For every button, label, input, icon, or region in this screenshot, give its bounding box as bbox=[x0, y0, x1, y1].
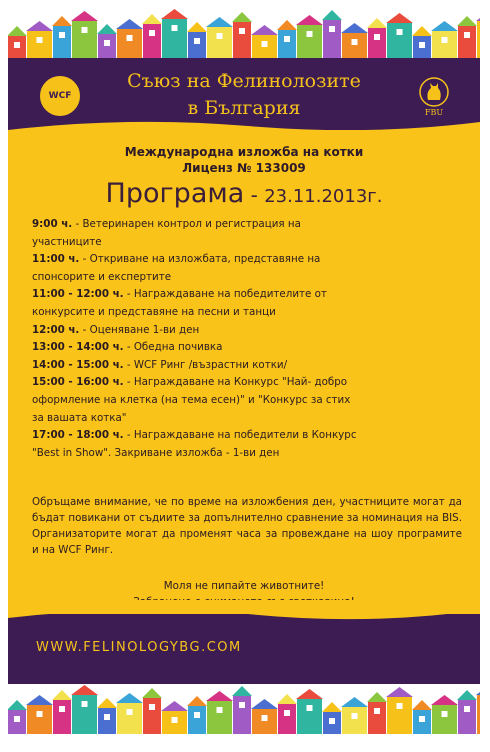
schedule-item bbox=[32, 339, 462, 357]
house bbox=[323, 20, 341, 58]
house-window bbox=[172, 25, 178, 31]
wcf-logo-text: WCF bbox=[48, 91, 72, 101]
house-window bbox=[217, 33, 223, 39]
house-window bbox=[352, 713, 358, 719]
houses-illustration-top bbox=[8, 8, 480, 58]
organization-title-line2: в България bbox=[187, 97, 301, 119]
house-window bbox=[149, 704, 155, 710]
schedule-item-continued: конкурсите и представяне на песни и танци bbox=[32, 305, 276, 318]
schedule-time: 11:00 - 12:00 ч. bbox=[32, 288, 124, 301]
house bbox=[342, 33, 367, 58]
house bbox=[387, 697, 412, 734]
house-window bbox=[14, 716, 20, 722]
wave-top bbox=[8, 116, 480, 144]
schedule-item-continued: "Best in Show". Закриване изложба - 1-ви ден bbox=[32, 446, 280, 459]
house-window bbox=[239, 28, 245, 34]
house bbox=[162, 19, 187, 58]
schedule-time: 14:00 - 15:00 ч. bbox=[32, 358, 124, 371]
house-window bbox=[329, 26, 335, 32]
house bbox=[27, 31, 52, 58]
house bbox=[387, 23, 412, 58]
house bbox=[458, 26, 476, 58]
schedule-text: - Обедна почивка bbox=[123, 341, 223, 354]
house-window bbox=[127, 709, 133, 715]
house-window bbox=[59, 32, 65, 38]
house-window bbox=[262, 715, 268, 721]
license-number: Лиценз № 133009 bbox=[182, 161, 306, 175]
house bbox=[188, 706, 206, 734]
house bbox=[297, 699, 322, 734]
house-window bbox=[217, 707, 223, 713]
house bbox=[143, 24, 161, 58]
house-window bbox=[307, 705, 313, 711]
house-window bbox=[194, 38, 200, 44]
house bbox=[477, 695, 480, 734]
house bbox=[233, 22, 251, 58]
schedule-item-continued: оформление на клетка (на тема есен)" и "Конкурс за стих bbox=[32, 393, 351, 406]
schedule-text: - WCF Ринг /възрастни котки/ bbox=[123, 358, 288, 371]
house bbox=[252, 709, 277, 734]
schedule-item bbox=[32, 251, 462, 269]
schedule-text: - Оценяване 1-ви ден bbox=[79, 323, 200, 336]
house-window bbox=[464, 706, 470, 712]
house-window bbox=[397, 29, 403, 35]
warning-no-touching: Моля не пипайте животните! bbox=[163, 580, 325, 592]
house-window bbox=[194, 712, 200, 718]
schedule-time: 11:00 ч. bbox=[32, 253, 80, 266]
program-date: 23.11.2013г. bbox=[264, 186, 383, 207]
house-window bbox=[284, 36, 290, 42]
schedule-time: 15:00 - 16:00 ч. bbox=[32, 376, 124, 389]
house bbox=[297, 25, 322, 58]
house-window bbox=[419, 716, 425, 722]
house bbox=[432, 31, 457, 58]
organization-title-line1: Съюз на Фелинолозите bbox=[127, 70, 361, 92]
house bbox=[432, 705, 457, 734]
schedule-item bbox=[32, 322, 462, 340]
house bbox=[27, 705, 52, 734]
house-window bbox=[239, 702, 245, 708]
house bbox=[233, 696, 251, 734]
notice-paragraph: Обръщаме внимание, че по време на изложбения ден, участниците могат да бъдат повикани от съдиите за допълнително сравнение за номинация на BIS. Организаторите могат да променят часа за провеждане на шоу програмите и на WCF Ринг. bbox=[32, 496, 462, 556]
house-window bbox=[284, 710, 290, 716]
house bbox=[117, 703, 142, 734]
exhibition-subtitle bbox=[8, 144, 480, 176]
house bbox=[207, 27, 232, 58]
house-window bbox=[374, 34, 380, 40]
schedule-text: - Откриване на изложбата, представяне на bbox=[79, 253, 321, 266]
schedule-item-continued: спонсорите и експертите bbox=[32, 270, 172, 283]
house-window bbox=[127, 35, 133, 41]
houses-illustration-bottom bbox=[8, 684, 480, 734]
house bbox=[342, 707, 367, 734]
house bbox=[98, 708, 116, 734]
schedule-item bbox=[32, 374, 462, 392]
schedule-time: 12:00 ч. bbox=[32, 323, 80, 336]
house-window bbox=[82, 27, 88, 33]
content-panel bbox=[8, 130, 480, 614]
program-title: Програма bbox=[105, 178, 245, 209]
schedule-time: 13:00 - 14:00 ч. bbox=[32, 341, 124, 354]
schedule-text: - Награждаване на победители в Конкурс bbox=[123, 429, 357, 442]
house bbox=[72, 21, 97, 58]
house-window bbox=[419, 42, 425, 48]
organization-title bbox=[88, 68, 400, 122]
house-window bbox=[397, 703, 403, 709]
house-window bbox=[149, 30, 155, 36]
house bbox=[72, 695, 97, 734]
house-window bbox=[14, 42, 20, 48]
house-window bbox=[262, 41, 268, 47]
schedule-text: - Награждаване на Конкурс "Най- добро bbox=[123, 376, 348, 389]
house bbox=[207, 701, 232, 734]
schedule-item-continued: участниците bbox=[32, 235, 102, 248]
house-window bbox=[352, 39, 358, 45]
house-window bbox=[59, 706, 65, 712]
schedule-text: - Награждаване на победителите от bbox=[123, 288, 327, 301]
house-window bbox=[307, 31, 313, 37]
fbu-logo-text: FBU bbox=[424, 108, 444, 117]
house bbox=[458, 700, 476, 734]
program-heading bbox=[8, 178, 480, 209]
schedule-item bbox=[32, 286, 462, 304]
schedule-text: - Ветеринарен контрол и регистрация на bbox=[72, 218, 301, 230]
house-window bbox=[104, 714, 110, 720]
house-window bbox=[37, 711, 43, 717]
house bbox=[477, 21, 480, 58]
house bbox=[368, 28, 386, 58]
schedule-item bbox=[32, 216, 462, 234]
house bbox=[53, 26, 71, 58]
house-window bbox=[37, 37, 43, 43]
house-window bbox=[442, 711, 448, 717]
schedule-item-continued: за вашата котка" bbox=[32, 411, 127, 424]
wave-bottom bbox=[8, 600, 480, 628]
house-window bbox=[374, 708, 380, 714]
schedule-item bbox=[32, 357, 462, 375]
website-link[interactable]: WWW.FELINOLOGYBG.COM bbox=[36, 640, 242, 655]
house-window bbox=[172, 717, 178, 723]
house-window bbox=[329, 718, 335, 724]
exhibition-name: Международна изложба на котки bbox=[124, 145, 364, 159]
house-window bbox=[464, 32, 470, 38]
house-window bbox=[104, 40, 110, 46]
house bbox=[53, 700, 71, 734]
poster bbox=[8, 8, 480, 734]
house bbox=[278, 704, 296, 734]
house bbox=[143, 698, 161, 734]
house bbox=[188, 32, 206, 58]
house-window bbox=[82, 701, 88, 707]
schedule-item bbox=[32, 427, 462, 445]
wcf-logo bbox=[40, 76, 80, 116]
houses-border-bottom bbox=[8, 684, 480, 734]
cat-silhouette-icon bbox=[414, 76, 454, 108]
schedule-time: 9:00 ч. bbox=[32, 218, 73, 230]
house-window bbox=[442, 37, 448, 43]
schedule-list bbox=[32, 216, 462, 462]
houses-border-top bbox=[8, 8, 480, 58]
program-dash: - bbox=[244, 183, 265, 207]
house bbox=[278, 30, 296, 58]
schedule-time: 17:00 - 18:00 ч. bbox=[32, 429, 124, 442]
house bbox=[368, 702, 386, 734]
house bbox=[117, 29, 142, 58]
